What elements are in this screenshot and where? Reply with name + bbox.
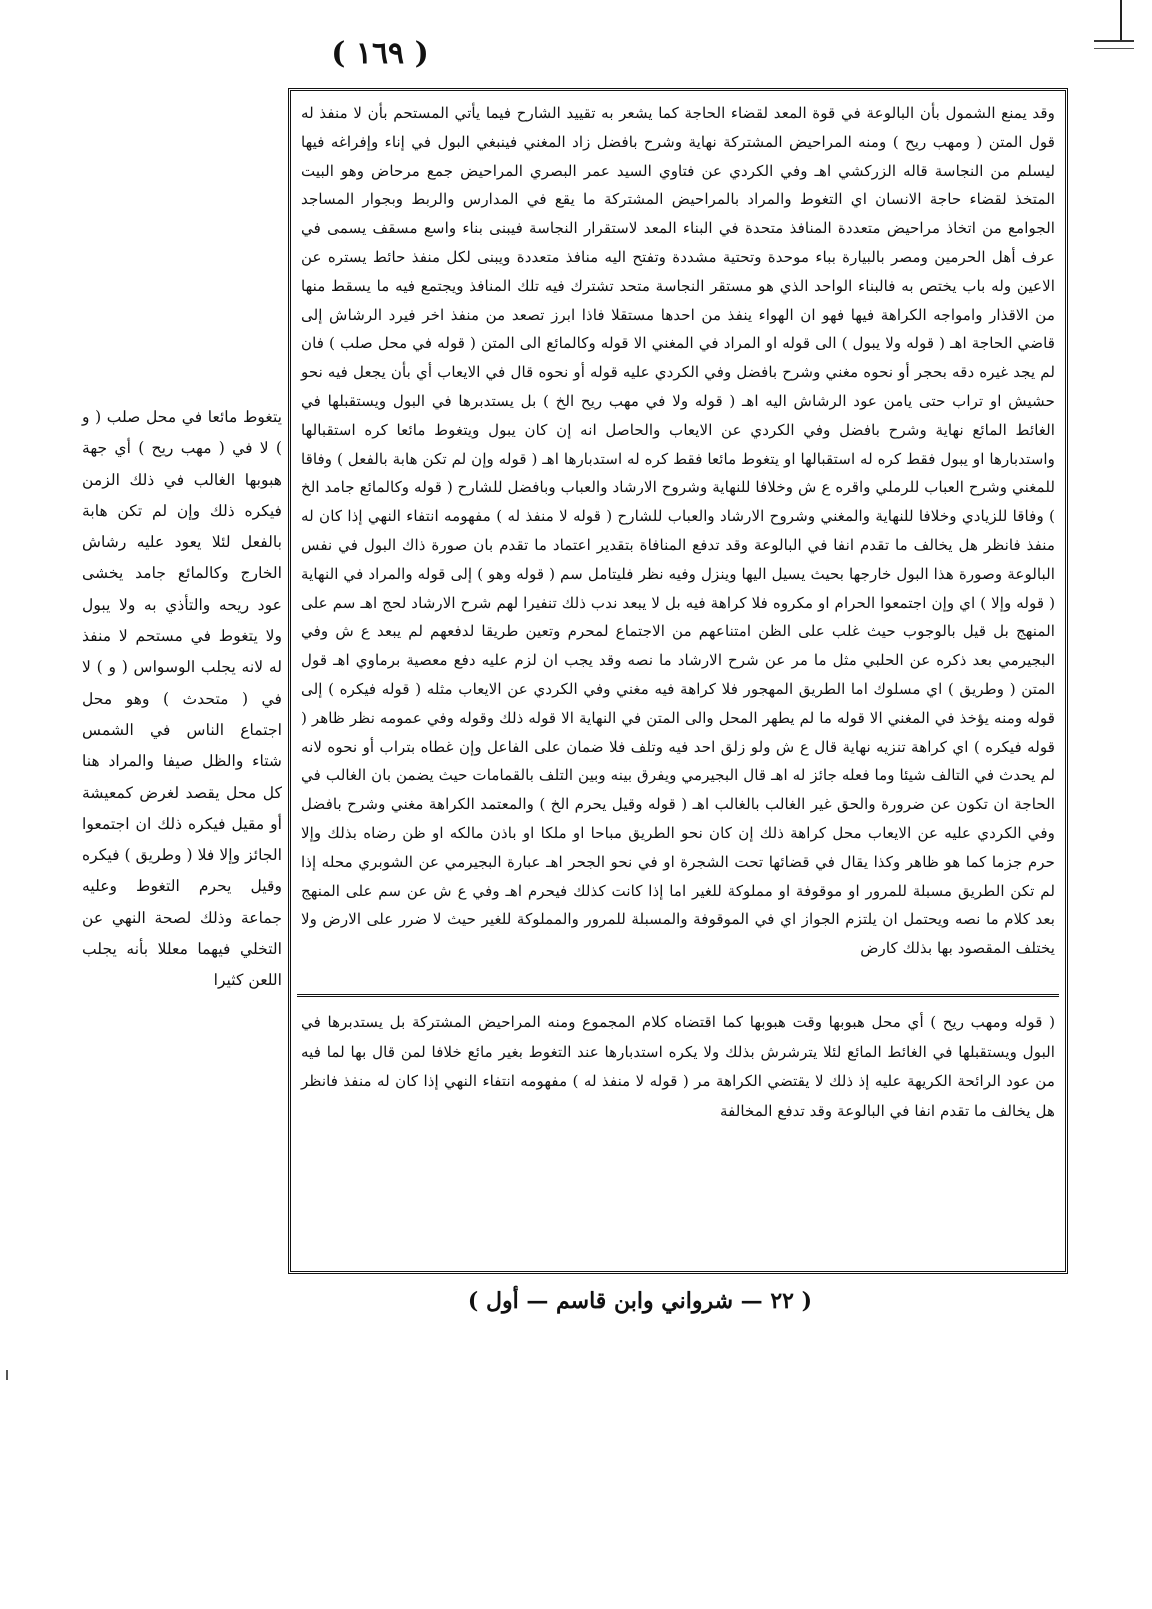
margin-matn-text: يتغوط مائعا في محل صلب ( و ) لا في ( مهب ريح ) أي جهة هبوبها الغالب في ذلك الزمن فيكره ذلك وإن لم تكن هابة بالفعل لئلا يعود عليه رشاش الخارج وكالمائع جامد يخشى عود ريحه والتأذي به ولا يبول ولا يتغوط في مستحم لا منفذ له لانه يجلب الوسواس ( و ) لا في ( متحدث ) وهو محل اجتماع الناس في الشمس شتاء والظل صيفا والمراد هنا كل محل يقصد لغرض كمعيشة أو مقيل فيكره ذلك ان اجتمعوا الجائز وإلا فلا ( وطريق ) فيكره وقيل يحرم التغوط وعليه جماعة وذلك لصحة النهي عن التخلي فيهما معللا بأنه يجلب اللعن كثيرا: [82, 408, 282, 990]
main-commentary-text: وقد يمنع الشمول بأن البالوعة في قوة المعد لقضاء الحاجة كما يشعر به تقييد الشارح فيما يأتي المستحم بأن لا منفذ له قول المتن ( ومهب ريح ) ومنه المراحيض المشتركة نهاية وشرح بافضل زاد المغني فينبغي البول في إناء وإفراغه فيها ليسلم من النجاسة قاله الزركشي اهـ وفي الكردي عن فتاوي السيد عمر البصري المراحيض جمع مرحاض وهو البيت المتخذ لقضاء حاجة الانسان اي التغوط والمراد بالمراحيض المشتركة ما يقع في المدارس والربط وبجوار المساجد الجوامع من اتخاذ مراحيض متعددة المنافذ متحدة في البناء المعد لاستقرار النجاسة فيبنى بناء واسع مسقف يسمى في عرف أهل الحرمين ومصر بالبيارة بباء موحدة وتحتية مشددة وتفتح اليه منافذ متعددة ويبنى لكل منفذ حائط يستره عن الاعين وله باب يختص به فالبناء الواحد الذي هو مستقر النجاسة متحد تشترك فيه تلك المنافذ ويجتمع فيه ما يسقط منها من الاقذار وامواجه الكراهة فيها فهو ان الهواء ينفذ من احدها مستقلا فاذا ابرز تصعد من منفذ اخر فيرد الرشاش إلى قاضي الحاجة اهـ ( قوله ولا يبول ) الى قوله او المراد في المغني الا قوله وكالمائع الى المتن ( قوله في محل صلب ) فان لم يجد غيره دقه بحجر أو نحوه مغني وشرح بافضل وفي الكردي عليه قوله أو نحوه قال في الايعاب أي بأن يجعل فيه نحو حشيش او تراب حتى يامن عود الرشاش اليه اهـ ( قوله ولا في مهب ريح الخ ) بل يستدبرها في البول ويستقبلها في الغائط المائع نهاية وشرح بافضل وفي الكردي عن الايعاب والحاصل انه إن كان يبول ويتغوط مائعا كره استقبالها واستدبارها او يبول فقط كره له استقبالها او يتغوط مائعا فقط كره له استدبارها اهـ ( قوله وإن لم تكن هابة بالفعل ) وفاقا للمغني وشرح العباب للرملي واقره ع ش وخلافا للنهاية وشروح الارشاد والعباب وبافضل للشارح ( قوله وكالمائع جامد الخ ) وفاقا للزيادي وخلافا للنهاية والمغني وشروح الارشاد والعباب للشارح ( قوله لا منفذ له ) مفهومه انتفاء النهي إذا كان له منفذ فانظر هل يخالف ما تقدم انفا في البالوعة وقد تدفع المنافاة بتقدير اعتماد ما تقدم بان صورة ذاك البول في نفس البالوعة وصورة هذا البول خارجها بحيث يسيل اليها وينزل وفيه نظر فليتامل سم ( قوله وهو ) إلى قوله والمراد في النهاية ( قوله وإلا ) اي وإن اجتمعوا الحرام او مكروه فلا كراهة فيه بل لا يبعد ندب ذلك تنفيرا لهم شرح الارشاد لحج اهـ سم على المنهج بل قيل بالوجوب حيث غلب على الظن امتناعهم من الاجتماع لمحرم وتعين طريقا لدفعهم لم يبعد ع ش وفي البجيرمي بعد ذكره عن الحلبي مثل ما مر عن شرح الارشاد ما نصه وقد يجب ان لزم عليه دفع معصية برماوي اهـ قول المتن ( وطريق ) اي مسلوك اما الطريق المهجور فلا كراهة فيه مغني وفي الكردي عن الايعاب مثله ( قوله فيكره ) إلى قوله ومنه يؤخذ في المغني الا قوله ما لم يطهر المحل والى المتن في النهاية الا قوله ذلك وقوله وفي عمومه نظر ظاهر ( قوله فيكره ) اي كراهة تنزيه نهاية قال ع ش ولو زلق احد فيه وتلف فلا ضمان على الفاعل وإن غطاه بتراب أو نحوه لانه لم يحدث في التالف شيئا وما فعله جائز له اهـ قال البجيرمي ويفرق بينه وبين التلف بالقمامات حيث يضمن بان الغالب في الحاجة ان تكون عن ضرورة والحق غير الغالب بالغالب اهـ ( قوله وقيل يحرم الخ ) والمعتمد الكراهة مغني وشرح بافضل وفي الكردي عليه عن الايعاب محل كراهة ذلك إن كان نحو الطريق مباحا او ملكا او باذن مالكه او ظن رضاه بذلك وإلا حرم جزما كما هو ظاهر وكذا يقال في قضائها تحت الشجرة او في نحو الجحر اهـ عبارة البجيرمي عن الشوبري محله إذا لم تكن الطريق مسبلة للمرور او موقوفة او مملوكة للغير اما إذا كانت كذلك فيحرم اهـ وفي ع ش عن سم على المنهج بعد كلام ما نصه ويحتمل ان يلتزم الجواز اي في الموقوفة والمسبلة للمرور والمملوكة للغير حيث لا ضرر على الارض ولا يختلف المقصود بها بذلك كارض: [301, 104, 1055, 958]
bottom-signature-label: ( ٢٢ — شرواني وابن قاسم — أول ): [467, 1288, 813, 1314]
page-edge-line: [1120, 0, 1122, 40]
footnote-divider: [297, 994, 1059, 997]
page-edge-mark: [1094, 40, 1134, 49]
page-number: ( ١٦٩ ): [331, 36, 429, 71]
main-text-frame: [288, 88, 1068, 1274]
margin-tick: [6, 1370, 8, 1380]
footnote-commentary-text: ( قوله ومهب ريح ) أي محل هبوبها وقت هبوبها كما اقتضاه كلام المجموع ومنه المراحيض المشتركة بل يستدبرها في البول ويستقبلها في الغائط المائع لئلا يترشرش بذلك ولا يكره استدبارها عند التغوط بغير مائع خلافا لمن قال بها لما فيه من عود الرائحة الكريهة عليه إذ ذلك لا يقتضي الكراهة مر ( قوله لا منفذ له ) مفهومه انتفاء النهي إذا كان له منفذ فانظر هل يخالف ما تقدم انفا في البالوعة وقد تدفع المخالفة: [301, 1013, 1055, 1120]
